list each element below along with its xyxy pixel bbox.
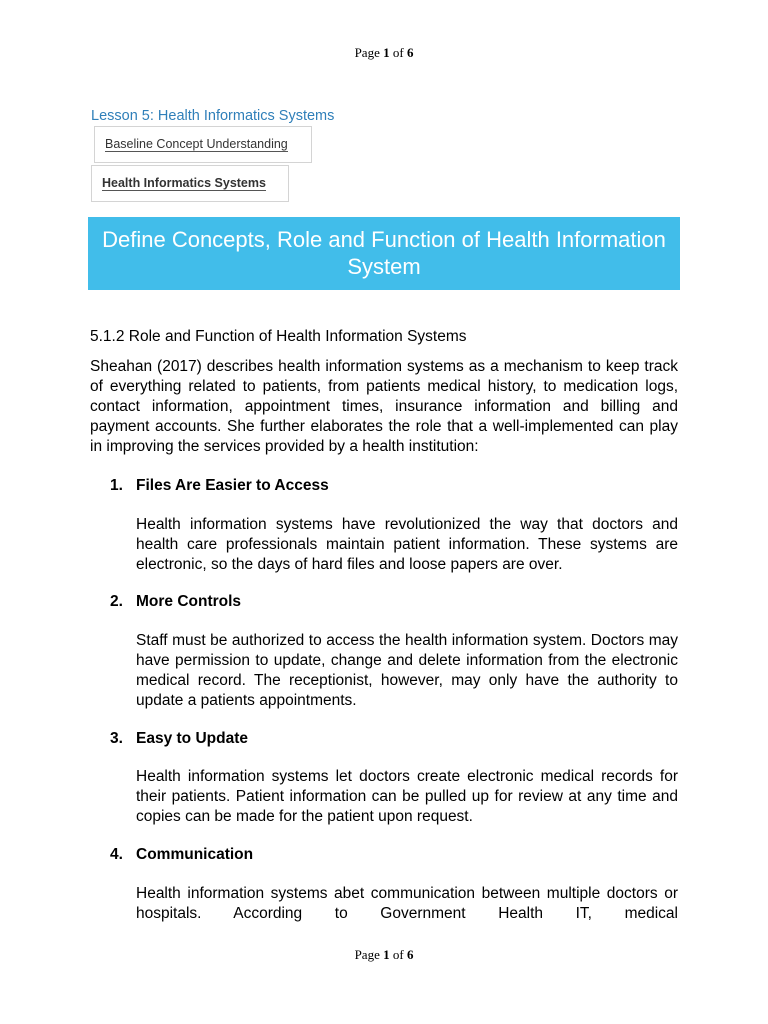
page-footer bbox=[0, 947, 768, 963]
health-informatics-label: Health Informatics Systems bbox=[102, 176, 266, 190]
section-heading: 5.1.2 Role and Function of Health Information Systems bbox=[90, 328, 467, 345]
page-of: of bbox=[389, 947, 407, 962]
item-body: Health information systems have revolutionized the way that doctors and health care professionals maintain patient information. These systems are electronic, so the days of hard files and loose papers are over. bbox=[136, 516, 678, 573]
item-number: 2. bbox=[110, 593, 123, 610]
banner-line-1: Define Concepts, Role and Function of Health Information bbox=[102, 226, 666, 252]
item-body: Staff must be authorized to access the health information system. Doctors may have permission to update, change and delete information from the electronic medical record. The receptionist, however, may only have the authority to update a patients appointments. bbox=[136, 632, 678, 709]
page-total: 6 bbox=[406, 947, 414, 962]
item-number: 4. bbox=[110, 846, 123, 863]
item-title: Easy to Update bbox=[136, 730, 248, 747]
intro-paragraph: Sheahan (2017) describes health information systems as a mechanism to keep track of everything related to patients, from patients medical history, to medication logs, contact information, appointment times, insurance information and billing and payment accounts. She further elaborates the role that a well-implemented can play in improving the services provided by a health institution: bbox=[90, 358, 678, 455]
item-number: 1. bbox=[110, 477, 123, 494]
page-current: 1 bbox=[383, 947, 390, 962]
banner-line-2: System bbox=[347, 253, 421, 279]
item-number: 3. bbox=[110, 730, 123, 747]
page-header bbox=[0, 45, 768, 61]
item-title: Communication bbox=[136, 846, 254, 863]
item-body: Health information systems let doctors create electronic medical records for their patients. Patient information can be pulled up for review at any time and copies can be made for the patient upon request. bbox=[136, 768, 678, 825]
item-title: Files Are Easier to Access bbox=[136, 477, 329, 494]
item-title: More Controls bbox=[136, 593, 242, 610]
lesson-title[interactable]: Lesson 5: Health Informatics Systems bbox=[91, 108, 335, 124]
page-total: 6 bbox=[406, 45, 414, 60]
title-banner bbox=[88, 217, 680, 290]
item-body: Health information systems abet communication between multiple doctors or hospitals. According to Government Health IT, medical bbox=[136, 885, 678, 922]
page-current: 1 bbox=[383, 45, 390, 60]
baseline-concept-label: Baseline Concept Understanding bbox=[105, 137, 288, 151]
baseline-concept-box[interactable] bbox=[94, 126, 312, 163]
health-informatics-box[interactable] bbox=[91, 165, 289, 202]
page-prefix: Page bbox=[354, 45, 384, 60]
page-prefix: Page bbox=[354, 947, 384, 962]
page-of: of bbox=[389, 45, 407, 60]
